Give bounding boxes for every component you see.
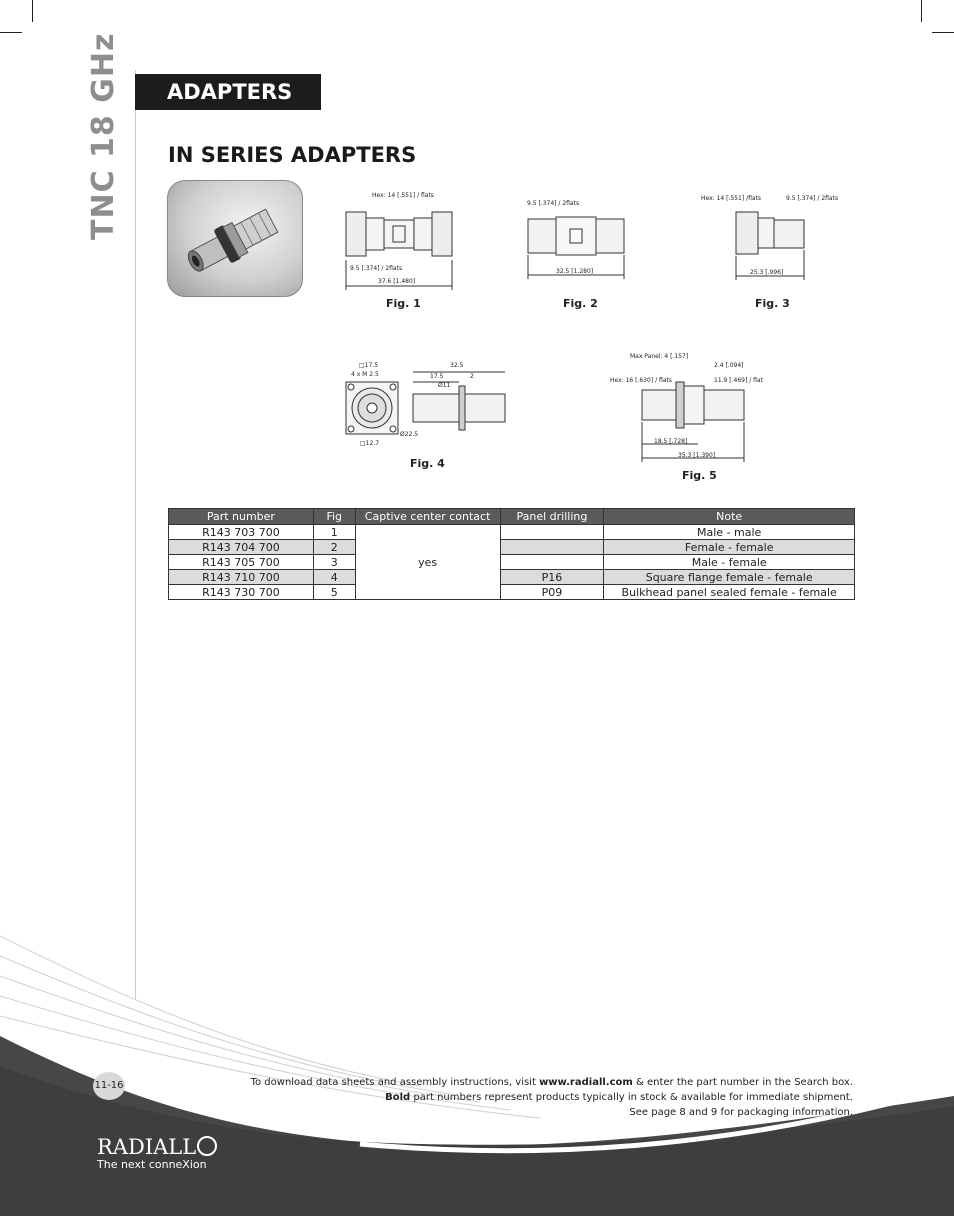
fig-number: 4 bbox=[313, 570, 355, 585]
logo-tagline: The next conneXion bbox=[97, 1158, 207, 1171]
fig-4-dim: □17.5 bbox=[359, 362, 379, 369]
footer-line-3: See page 8 and 9 for packaging information. bbox=[629, 1107, 853, 1118]
section-title: IN SERIES ADAPTERS bbox=[168, 143, 417, 167]
footer-line-1-text: & enter the part number in the Search box. bbox=[632, 1077, 853, 1088]
fig-4-dim: 2 bbox=[470, 373, 474, 380]
fig-3-dim: 25.3 [.996] bbox=[750, 269, 784, 276]
fig-1-dim: 37.6 [1.480] bbox=[378, 278, 416, 285]
logo-brand: RADIALL bbox=[97, 1135, 197, 1159]
part-number: R143 710 700 bbox=[169, 570, 314, 585]
fig-3-dim: Hex: 14 [.551] /flats bbox=[701, 195, 762, 202]
col-captive: Captive center contact bbox=[355, 509, 500, 525]
fig-number: 2 bbox=[313, 540, 355, 555]
fig-1-drawing bbox=[338, 190, 468, 295]
fig-4-dim: 4 x M 2.5 bbox=[351, 371, 379, 378]
table-header-row bbox=[169, 509, 855, 525]
part-number: R143 730 700 bbox=[169, 585, 314, 600]
fig-3-dim: 9.5 [.374] / 2flats bbox=[786, 195, 839, 202]
col-note: Note bbox=[604, 509, 855, 525]
fig-4-dim: □12.7 bbox=[360, 440, 380, 447]
spec-table bbox=[168, 508, 855, 600]
note: Female - female bbox=[604, 540, 855, 555]
fig-1-caption: Fig. 1 bbox=[386, 297, 421, 310]
fig-4-caption: Fig. 4 bbox=[410, 457, 445, 470]
side-title: TNC 18 GHz bbox=[86, 32, 121, 240]
note: Square flange female - female bbox=[604, 570, 855, 585]
part-number: R143 705 700 bbox=[169, 555, 314, 570]
fig-5-dim: 2.4 [.094] bbox=[714, 362, 744, 369]
col-part-number: Part number bbox=[169, 509, 314, 525]
radiall-logo bbox=[97, 1135, 207, 1171]
fig-number: 5 bbox=[313, 585, 355, 600]
captive-value: yes bbox=[355, 525, 500, 600]
footer-notes bbox=[251, 1075, 853, 1120]
part-number: R143 703 700 bbox=[169, 525, 314, 540]
footer-swoosh bbox=[0, 916, 954, 1216]
fig-2-dim: 32.5 [1.280] bbox=[556, 268, 594, 275]
fig-5-dim: 35.3 [1.390] bbox=[678, 452, 716, 459]
fig-4-dim: Ø22.5 bbox=[400, 431, 419, 438]
panel-drilling bbox=[500, 540, 604, 555]
note: Male - male bbox=[604, 525, 855, 540]
logo-emblem-icon bbox=[197, 1136, 217, 1156]
panel-drilling: P09 bbox=[500, 585, 604, 600]
footer-line-1-text: To download data sheets and assembly instructions, visit bbox=[250, 1077, 540, 1088]
fig-1-dim: Hex: 14 [.551] / flats bbox=[372, 192, 434, 199]
fig-5-drawing bbox=[610, 350, 770, 465]
fig-1-dim: 9.5 [.374] / 2flats bbox=[350, 265, 403, 272]
fig-4-dim: Ø11 bbox=[438, 382, 451, 389]
crop-mark bbox=[932, 32, 954, 33]
table-row bbox=[169, 585, 855, 600]
part-number: R143 704 700 bbox=[169, 540, 314, 555]
crop-mark bbox=[0, 32, 22, 33]
page-number: 11-16 bbox=[93, 1072, 125, 1100]
crop-mark bbox=[32, 0, 33, 22]
panel-drilling bbox=[500, 555, 604, 570]
table-row bbox=[169, 555, 855, 570]
crop-mark bbox=[921, 0, 922, 22]
fig-5-dim: 18.5 [.728] bbox=[654, 438, 688, 445]
fig-5-caption: Fig. 5 bbox=[682, 469, 717, 482]
table-row bbox=[169, 540, 855, 555]
panel-drilling bbox=[500, 525, 604, 540]
fig-3-caption: Fig. 3 bbox=[755, 297, 790, 310]
category-bar: ADAPTERS bbox=[135, 74, 321, 110]
footer-bold-word: Bold bbox=[385, 1092, 411, 1103]
product-photo bbox=[167, 180, 303, 297]
footer-line-1 bbox=[251, 1075, 853, 1090]
panel-drilling: P16 bbox=[500, 570, 604, 585]
fig-number: 3 bbox=[313, 555, 355, 570]
fig-3-drawing bbox=[698, 190, 848, 285]
fig-4-drawing bbox=[338, 360, 513, 452]
note: Bulkhead panel sealed female - female bbox=[604, 585, 855, 600]
col-panel-drilling: Panel drilling bbox=[500, 509, 604, 525]
fig-5-dim: Hex: 16 [.630] / flats bbox=[610, 377, 672, 384]
fig-2-dim: 9.5 [.374] / 2flats bbox=[527, 200, 580, 207]
fig-5-dim: Max Panel: 4 [.157] bbox=[630, 353, 689, 360]
fig-2-caption: Fig. 2 bbox=[563, 297, 598, 310]
table-row bbox=[169, 570, 855, 585]
note: Male - female bbox=[604, 555, 855, 570]
fig-5-dim: 11.9 [.469] / flat bbox=[714, 377, 763, 384]
fig-number: 1 bbox=[313, 525, 355, 540]
fig-4-dim: 17.5 bbox=[430, 373, 444, 380]
left-rule bbox=[135, 70, 136, 1000]
footer-line-2-text: part numbers represent products typically in stock & available for immediate shipment. bbox=[410, 1092, 853, 1103]
website-link[interactable]: www.radiall.com bbox=[539, 1077, 633, 1088]
fig-2-drawing bbox=[522, 195, 637, 285]
fig-4-dim: 32.5 bbox=[450, 362, 464, 369]
footer-line-2 bbox=[251, 1090, 853, 1105]
col-fig: Fig bbox=[313, 509, 355, 525]
table-row bbox=[169, 525, 855, 540]
